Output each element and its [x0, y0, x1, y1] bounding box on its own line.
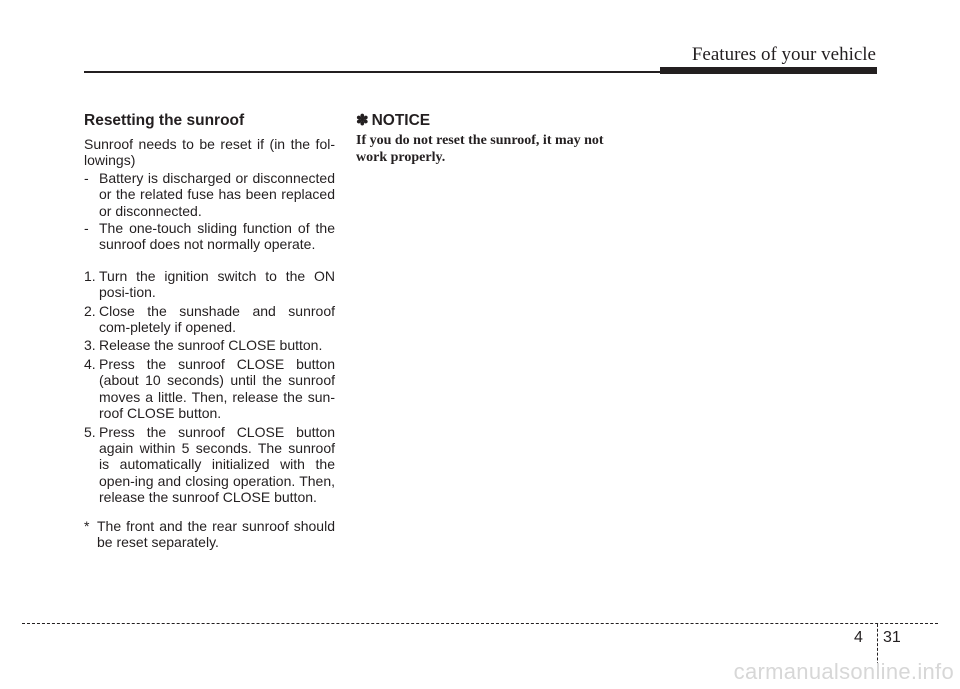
list-item — [84, 170, 335, 219]
step-number: 3. — [84, 337, 96, 354]
list-item-text: The one-touch sliding function of the sunroof does not normally operate. — [99, 220, 335, 253]
step-text: Release the sunroof CLOSE button. — [99, 337, 323, 354]
list-marker: - — [84, 169, 89, 186]
left-column — [84, 111, 335, 550]
step-text: Press the sunroof CLOSE button (about 10 seconds) until the sunroof moves a little. Then, release the sun-roof CLOSE button. — [99, 355, 335, 422]
footnote-marker: * — [84, 517, 90, 534]
step-number: 5. — [84, 423, 96, 440]
footnote — [84, 518, 335, 551]
notice-title: NOTICE — [371, 112, 431, 129]
step-number: 1. — [84, 267, 96, 284]
list-item — [84, 268, 335, 301]
list-item-text: Battery is discharged or disconnected or the related fuse has been replaced or disconnected. — [99, 169, 335, 219]
intro-paragraph: Sunroof needs to be reset if (in the fol-lowings) — [84, 136, 335, 169]
footnote-text: The front and the rear sunroof should be reset separately. — [97, 517, 335, 550]
list-item — [84, 220, 335, 253]
footer-chapter-number: 4 — [854, 629, 863, 646]
list-item — [84, 424, 335, 506]
step-text: Press the sunroof CLOSE button again within 5 seconds. The sunroof is automatically initialized with the open-ing and closing operation. Then, release the sunroof CLOSE button. — [99, 423, 335, 506]
step-number: 2. — [84, 302, 96, 319]
steps-list — [84, 268, 335, 506]
conditions-list — [84, 170, 335, 253]
header-rule-thin — [84, 71, 664, 73]
footer-dashed-rule — [22, 623, 938, 624]
step-text: Close the sunshade and sunroof com-pletely if opened. — [99, 302, 335, 336]
list-item — [84, 303, 335, 336]
notice-body: If you do not reset the sunroof, it may not work properly. — [356, 133, 604, 165]
header-title: Features of your vehicle — [691, 44, 876, 65]
list-item — [84, 356, 335, 422]
list-marker: - — [84, 220, 89, 237]
header-rule-thick — [660, 67, 877, 74]
section-heading: Resetting the sunroof — [84, 112, 245, 129]
step-text: Turn the ignition switch to the ON posi-tion. — [99, 267, 335, 301]
notice-star-icon: ✽ — [356, 112, 369, 129]
list-item — [84, 337, 335, 353]
notice-heading — [356, 111, 608, 130]
footer-page-number: 31 — [883, 629, 901, 646]
notice-box — [356, 111, 608, 166]
watermark: carmanualsonline.info — [733, 659, 954, 684]
step-number: 4. — [84, 355, 96, 372]
